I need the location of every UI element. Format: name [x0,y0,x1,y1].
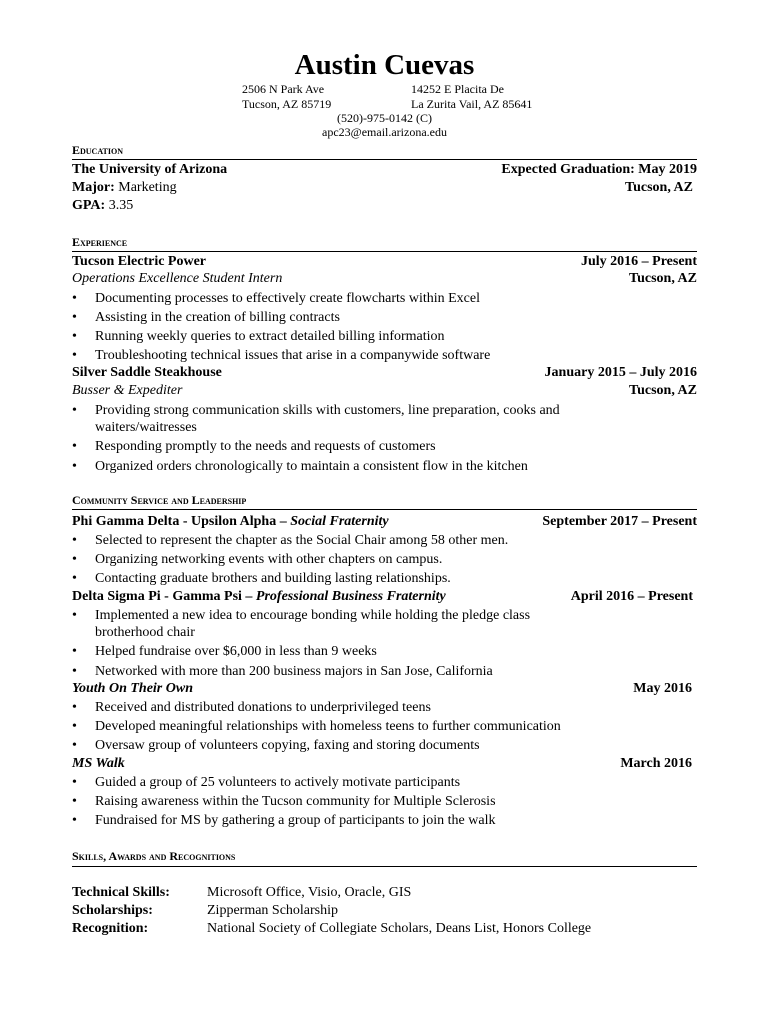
section-divider [72,159,697,160]
org-type: Social Fraternity [290,514,389,529]
section-divider [72,509,697,510]
section-heading-community: Community Service and Leadership [72,493,247,507]
graduation-date: Expected Graduation: May 2019 [501,162,697,177]
job-subheader [72,270,697,287]
education-row-gpa [72,197,697,214]
org-name: MS Walk [72,756,125,771]
job-title: Busser & Expediter [72,383,183,398]
skill-row [72,920,697,937]
skill-label: Recognition: [72,921,149,936]
gpa-label: GPA: [72,198,106,213]
skill-row [72,902,697,919]
org-dates: April 2016 – Present [570,589,693,604]
job-title: Operations Excellence Student Intern [72,271,283,286]
employer-name: Tucson Electric Power [72,254,207,269]
org-name: Youth On Their Own [72,681,193,696]
org-dates: September 2017 – Present [542,514,697,529]
section-divider [72,251,697,252]
org-dates: March 2016 [620,756,692,771]
org-dates: May 2016 [633,681,692,696]
email-address: apc23@email.arizona.edu [322,125,447,139]
section-heading-experience: Experience [72,235,128,249]
education-row-school [72,161,697,178]
job-location: Tucson, AZ [629,383,697,398]
major-label: Major: [72,180,115,195]
org-header [72,680,697,697]
job-dates: July 2016 – Present [580,254,697,269]
candidate-name: Austin Cuevas [294,49,475,81]
org-type: Professional Business Fraternity [255,589,446,604]
job-header [72,253,697,270]
section-divider [72,866,697,867]
skill-label: Technical Skills: [72,885,170,900]
education-location: Tucson, AZ [625,180,693,195]
gpa-value: 3.35 [108,198,134,213]
job-location: Tucson, AZ [629,271,697,286]
skill-row [72,884,697,901]
org-name: Delta Sigma Pi - Gamma Psi [72,589,242,604]
skill-value: National Society of Collegiate Scholars, Deans List, Honors College [207,921,592,936]
address-2-line-2: La Zurita Vail, AZ 85641 [411,97,533,111]
address-2-line-1: 14252 E Placita De [411,82,504,96]
skill-label: Scholarships: [72,903,153,918]
section-heading-skills: Skills, Awards and Recognitions [72,849,236,863]
employer-name: Silver Saddle Steakhouse [72,365,222,380]
skill-value: Microsoft Office, Visio, Oracle, GIS [207,885,412,900]
section-heading-education: Education [72,143,123,157]
job-dates: January 2015 – July 2016 [544,365,697,380]
org-header: Phi Gamma Delta - Upsilon Alpha – Social Fraternity September 2017 – Present [72,514,697,529]
job-subheader [72,382,697,399]
school-name: The University of Arizona [72,162,228,177]
address-1-line-1: 2506 N Park Ave [242,82,325,96]
phone-number: (520)-975-0142 (C) [337,111,432,125]
address-1-line-2: Tucson, AZ 85719 [242,97,332,111]
org-name: Phi Gamma Delta - Upsilon Alpha [72,514,277,529]
education-row-major [72,179,697,196]
job-header [72,364,697,381]
org-header [72,755,697,772]
org-header: Delta Sigma Pi - Gamma Psi – Professional Business Fraternity April 2016 – Present [72,589,693,604]
resume-page: Austin Cuevas 2506 N Park Ave Tucson, AZ 85719 14252 E Placita De La Zurita Vail, AZ 85641 (520)-975-0142 (C) apc23@email.arizona.edu Education The University of Arizona Expected Graduation: May 2019 Major: Marketing Tucson, AZ GPA: 3.35 Experience Tucson Electric Power July 2016 – Present Operations Excellence Student Intern Tucson, AZ • Documenting processes to effectively create flowcharts within Excel • Assisting in the creation of billing contracts • Running weekly queries to extract detailed billing information • Troubleshooting technical issues that arise in a companywide software Silver Saddle Steakhouse January 2015 – July 2016 Busser & Expediter Tucson, AZ • Providing strong communication skills with customers, line preparation, cooks and waiters/waitresses • Responding promptly to the needs and requests of customers • Organized orders chronologically to maintain a consistent flow in the kitchen Community Service and Leadership Phi Gamma Delta - Upsilon Alpha – Social Fraternity September 2017 – Present • Selected to represent the chapter as the Social Chair among 58 other men. • Organizing networking events with other chapters on campus. • Contacting graduate brothers and building lasting relationships. Delta Sigma Pi - Gamma Psi – Professional Business Fraternity April 2016 – Present • Implemented a new idea to encourage bonding while holding the pledge class brotherhood chair • Helped fundraise over $6,000 in less than 9 weeks • Networked with more than 200 business majors in San Jose, California Youth On Their Own May 2016 • Received and distributed donations to underprivileged teens • Developed meaningful relationships with homeless teens to further communication • Oversaw group of volunteers copying, faxing and storing documents MS Walk March 2016 • Guided a group of 25 volunteers to actively motivate participants • Raising awareness within the Tucson community for Multiple Sclerosis • Fundraised for MS by gathering a group of participants to join the walk Skills, Awards and Recognitions Technical Skills: Microsoft Office, Visio, Oracle, GIS Scholarships: Zipperman Scholarship Recognition: National Society of Collegiate Scholars, Deans List, Honors College [72,49,697,936]
skill-value: Zipperman Scholarship [207,903,339,918]
major-value: Marketing [118,180,177,195]
